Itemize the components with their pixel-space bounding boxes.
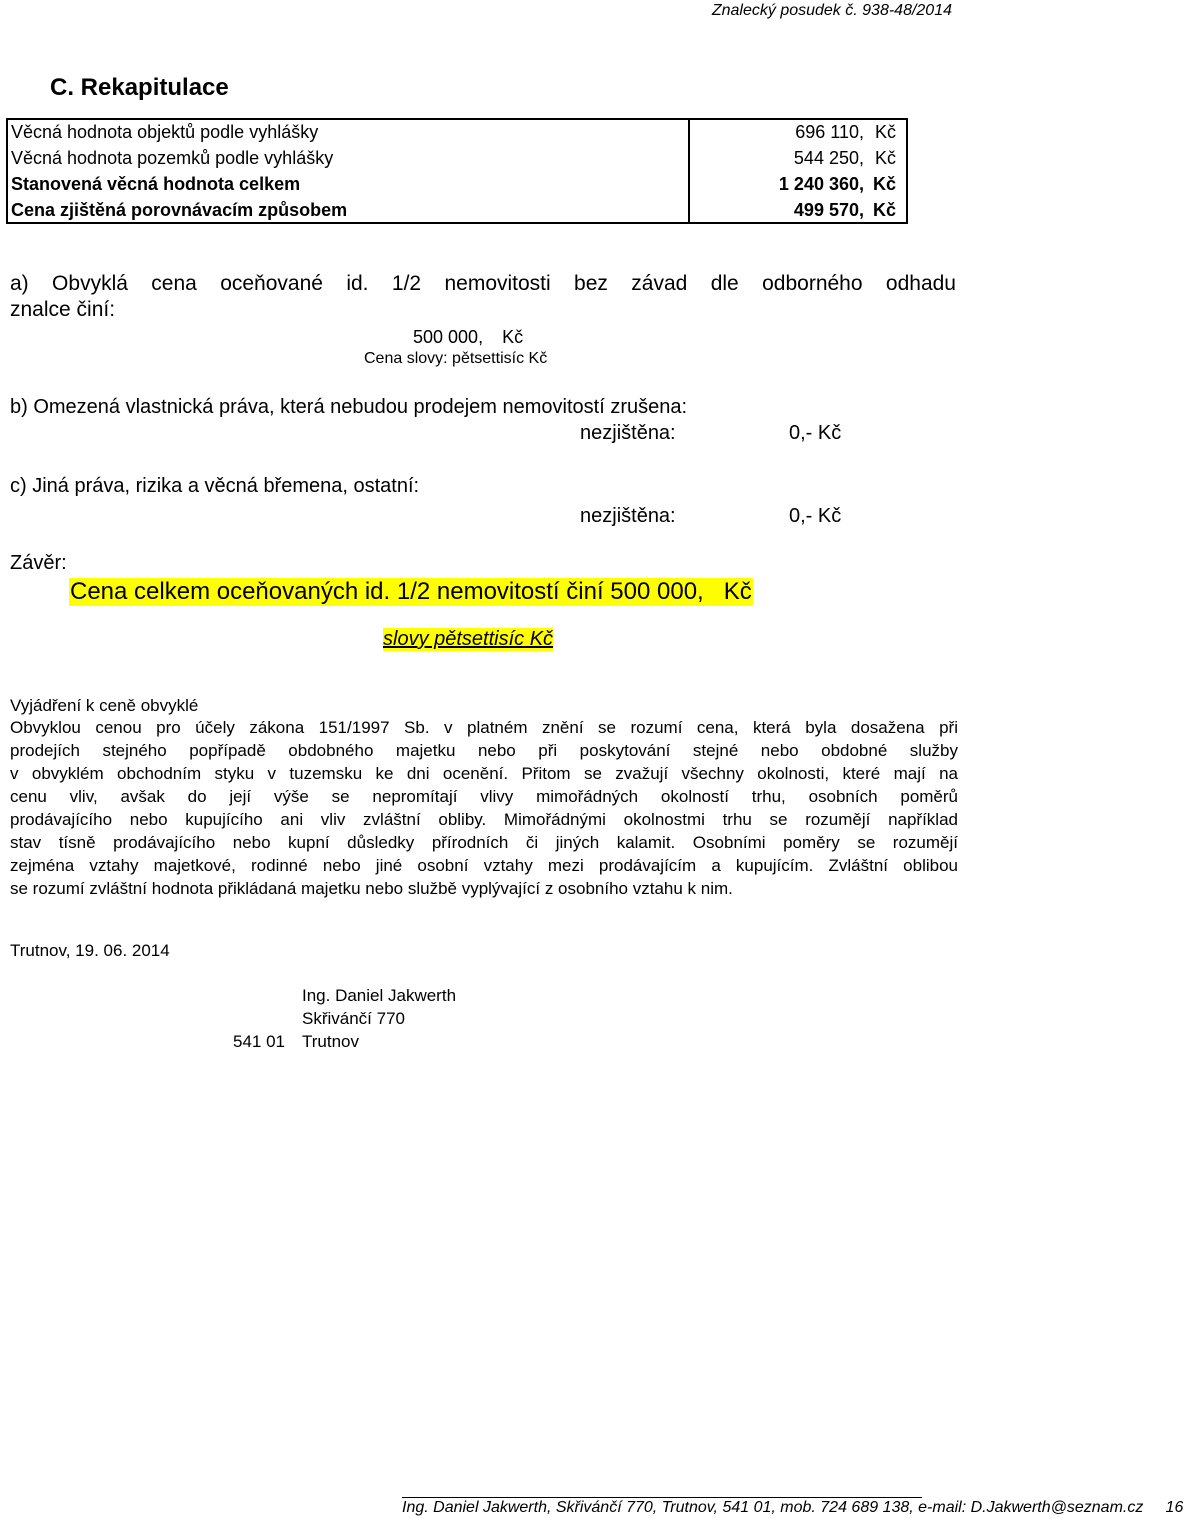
recap-label: Věcná hodnota objektů podle vyhlášky [11,122,319,142]
section-b-text: b) Omezená vlastnická práva, která nebudou prodejem nemovitostí zrušena: [10,396,688,418]
paragraph-line: prodávajícího nebo kupujícího ani vliv zvláštní obliby. Mimořádnými okolnostmi trhu se rozumějí například [10,810,958,829]
section-c-value: 0,- Kč [789,505,842,527]
table-row [8,146,906,172]
section-b-value: 0,- Kč [789,422,842,444]
section-a-amount: 500 000, Kč [413,327,524,347]
place-date: Trutnov, 19. 06. 2014 [10,941,170,960]
conclusion-price: Cena celkem oceňovaných id. 1/2 nemovitostí činí 500 000, Kč [70,578,752,605]
signature-name: Ing. Daniel Jakwerth [302,986,457,1005]
signature-city: Trutnov [302,1032,360,1051]
footer-divider [402,1497,922,1498]
section-c-text: c) Jiná práva, rizika a věcná břemena, ostatní: [10,475,420,497]
recap-label: Cena zjištěná porovnávacím způsobem [11,200,348,220]
recap-label: Stanovená věcná hodnota celkem [11,174,301,194]
section-a-text-cont: znalce činí: [10,298,116,321]
table-row [8,120,906,146]
signature-street: Skřivánčí 770 [302,1009,405,1028]
recap-label: Věcná hodnota pozemků podle vyhlášky [11,148,334,168]
conclusion-heading: Závěr: [10,552,67,574]
footer-contact: Ing. Daniel Jakwerth, Skřivánčí 770, Trutnov, 541 01, mob. 724 689 138, e-mail: D.Jakwerth@seznam.cz 16 [402,1499,1183,1516]
market-value-heading: Vyjádření k ceně obvyklé [10,696,199,715]
paragraph-line: v obvyklém obchodním styku v tuzemsku ke dni ocenění. Přitom se zvažují všechny okolnosti, které mají na [10,764,958,783]
table-row [8,198,906,224]
section-title: C. Rekapitulace [50,74,229,101]
section-b-status: nezjištěna: [580,422,676,444]
section-a-text: a) Obvyklá cena oceňované id. 1/2 nemovitosti bez závad dle odborného odhadu [10,272,956,295]
section-a-in-words: Cena slovy: pětsettisíc Kč [364,350,548,367]
document-reference: Znalecký posudek č. 938-48/2014 [711,2,952,19]
recap-value: 1 240 360, Kč [778,174,896,194]
paragraph-line: stav tísně prodávajícího nebo kupní důsledky přírodních či jiných kalamit. Osobními poměry se rozumějí [10,833,958,852]
recap-value: 499 570, Kč [793,200,896,220]
paragraph-line: prodejích stejného popřípadě obdobného majetku nebo při poskytování stejné nebo obdobné služby [10,741,958,760]
paragraph-line: Obvyklou cenou pro účely zákona 151/1997 Sb. v platném znění se rozumí cena, která byla dosažena při [10,718,958,737]
recap-table [6,118,908,224]
paragraph-line: se rozumí zvláštní hodnota přikládaná majetku nebo službě vyplývající z osobního vztahu k nim. [10,879,733,898]
page-number: 16 [1165,1499,1183,1516]
recap-value: 696 110, Kč [795,122,896,142]
signature-postal-code: 541 01 [233,1032,285,1051]
conclusion-in-words: slovy pětsettisíc Kč [383,628,554,650]
paragraph-line: zejména vztahy majetkové, rodinné nebo jiné osobní vztahy mezi prodávajícím a kupujícím. Zvláštní oblibou [10,856,958,875]
section-c-status: nezjištěna: [580,505,676,527]
paragraph-line: cenu vliv, avšak do její výše se nepromítají vlivy mimořádných okolností trhu, osobních poměrů [10,787,958,806]
recap-value: 544 250, Kč [793,148,896,168]
table-row [8,172,906,198]
